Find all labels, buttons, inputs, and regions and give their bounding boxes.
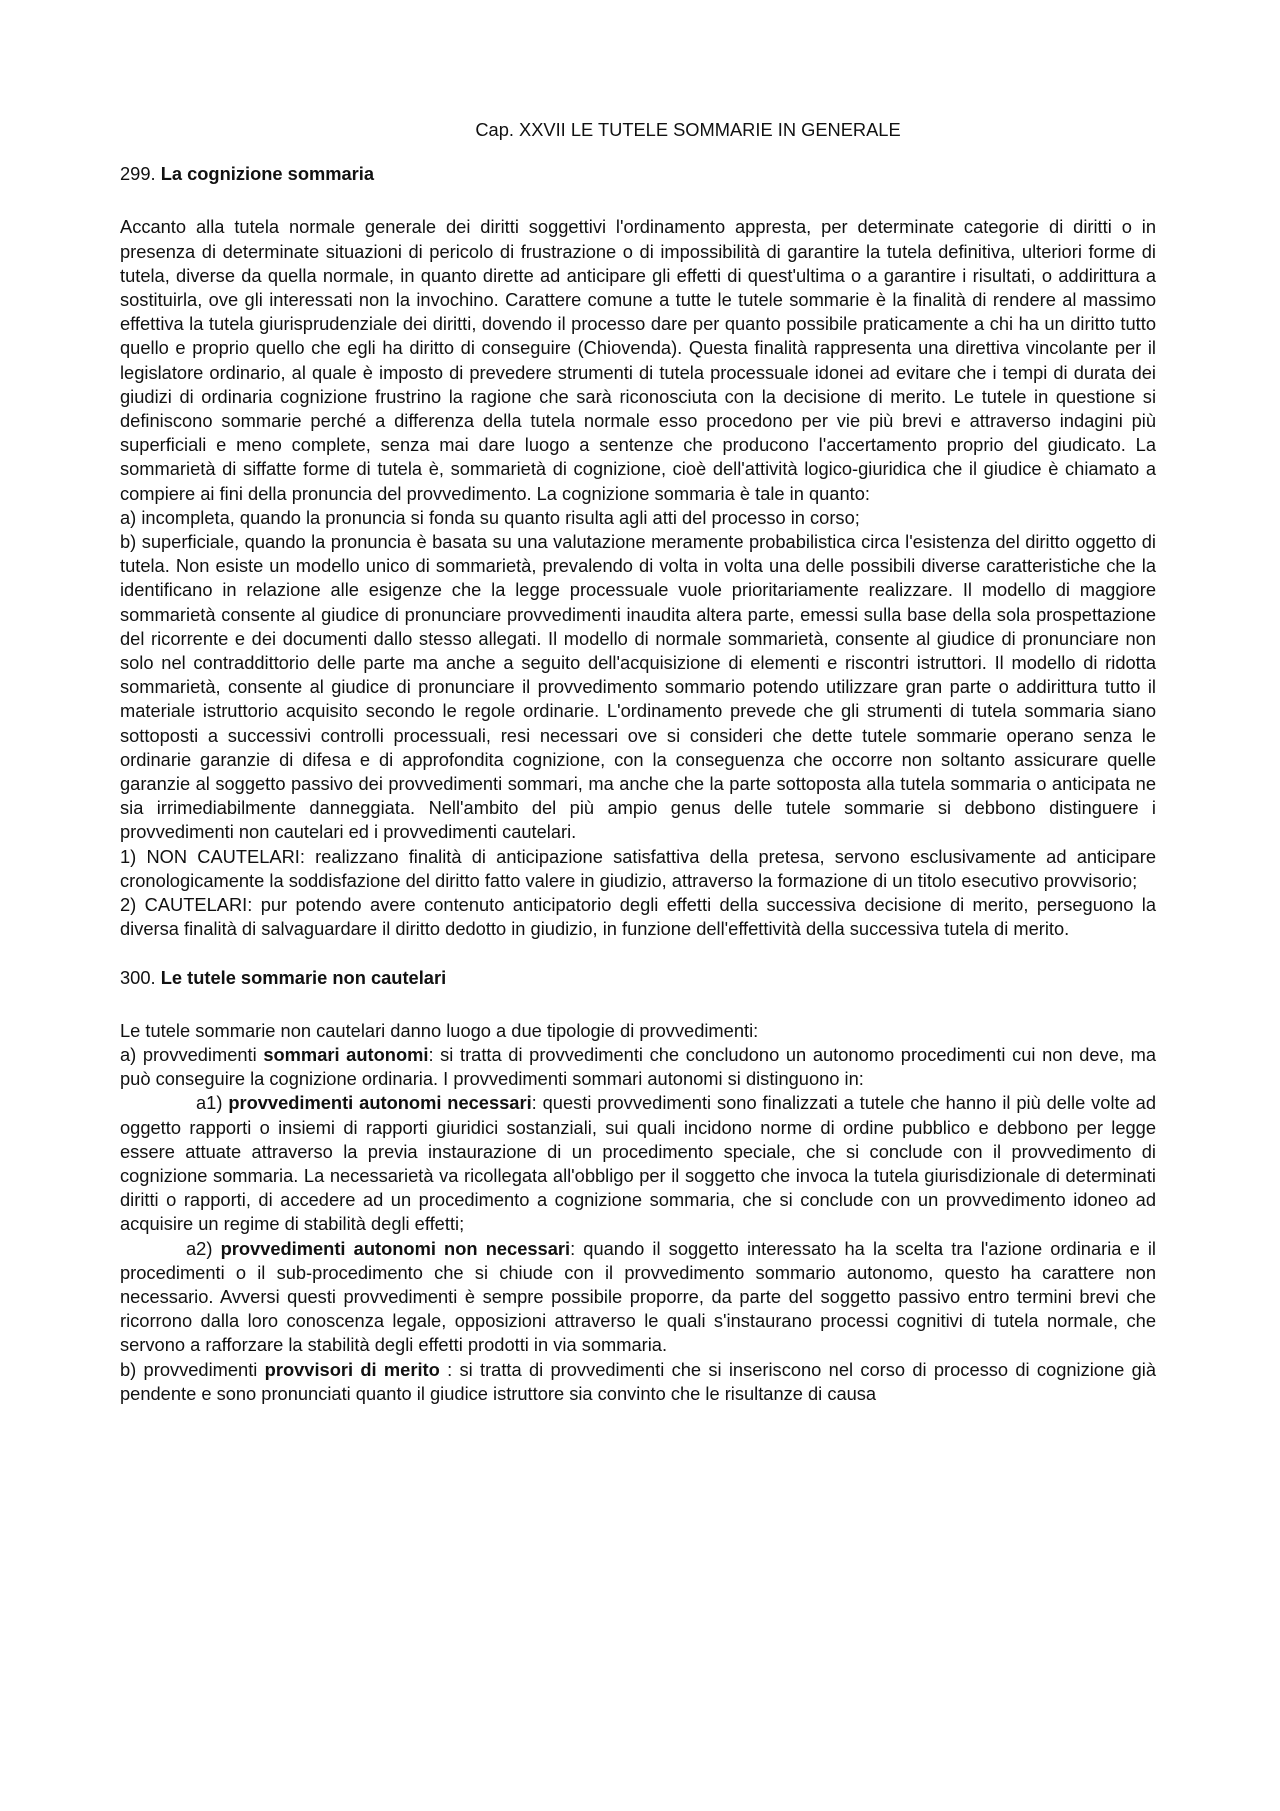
paragraph-intro: Le tutele sommarie non cautelari danno luogo a due tipologie di provvedimenti: — [120, 1019, 759, 1041]
section-title: La cognizione sommaria — [160, 163, 375, 185]
list-item-a2 — [120, 1237, 1156, 1358]
list-item-a — [120, 1043, 1156, 1091]
item-text: : si tratta di provvedimenti che si inseriscono nel corso di processo di cognizione già pendente e sono pronunciati quanto il giudice istruttore sia convinto che le risultanze di causa — [120, 1358, 1157, 1404]
document-page — [120, 118, 1156, 1406]
list-item-2: 2) CAUTELARI: pur potendo avere contenuto anticipatorio degli effetti della successiva decisione di merito, perseguono la diversa finalità di salvaguardare il diritto dedotto in giudizio, in funzione dell'effettività della successiva tutela di merito. — [120, 894, 1156, 940]
section-heading-299 — [120, 162, 1156, 186]
item-text: : questi provvedimenti sono finalizzati a tutele che hanno il più delle volte ad oggetto rapporti o insiemi di rapporti giuridici sostanziali, sui quali incidono norme di ordine pubblico e debbono per legge essere attuate attraverso la previa instaurazione di un procedimento speciale, che si conclude con il provvedimento di cognizione sommaria. La necessarietà va ricollegata all'obbligo per il soggetto che invoca la tutela giurisdizionale di determinati diritti o rapporti, di accedere ad un procedimento a cognizione sommaria, che si conclude con un provvedimento idoneo ad acquisire un regime di stabilità degli effetti; — [120, 1092, 1156, 1235]
section-title: Le tutele sommarie non cautelari — [160, 966, 447, 988]
item-term: provvedimenti autonomi non necessari — [220, 1237, 571, 1259]
list-item-b: b) superficiale, quando la pronuncia è basata su una valutazione meramente probabilistica circa l'esistenza del diritto oggetto di tutela. Non esiste un modello unico di sommarietà, prevalendo di volta in volta una delle possibili diverse caratteristiche che la identificano in relazione alle esigenze che la legge processuale vuole prioritariamente realizzare. Il modello di maggiore sommarietà consente al giudice di pronunciare provvedimenti inaudita altera parte, emessi sulla base della sola prospettazione del ricorrente e dei documenti dallo stesso allegati. Il modello di normale sommarietà, consente al giudice di pronunciare non solo nel contraddittorio delle parte ma anche a seguito dell'acquisizione di elementi e riscontri istruttori. Il modello di ridotta sommarietà, consente al giudice di pronunciare il provvedimento sommario potendo utilizzare gran parte o addirittura tutto il materiale istruttorio acquisito secondo le regole ordinarie. L'ordinamento prevede che gli strumenti di tutela sommaria siano sottoposti a successivi controlli processuali, resi necessari ove si consideri che dette tutele sommarie operano senza le ordinarie garanzie di difesa e di approfondita cognizione, con la conseguenza che occorre non soltanto assicurare quelle garanzie al soggetto passivo dei provvedimenti sommari, ma anche che la parte sottoposta alla tutela sommaria o anticipata ne sia irrimediabilmente danneggiata. Nell'ambito del più ampio genus delle tutele sommarie si debbono distinguere i provvedimenti non cautelari ed i provvedimenti cautelari. — [120, 531, 1156, 843]
list-item-a: a) incompleta, quando la pronuncia si fonda su quanto risulta agli atti del processo in corso; — [120, 506, 860, 528]
section-number: 299. — [120, 163, 156, 185]
item-prefix: a2) — [186, 1237, 221, 1259]
item-text: : quando il soggetto interessato ha la scelta tra l'azione ordinaria e il procedimenti o il sub-procedimento che si chiude con il provvedimento sommario autonomo, questo ha carattere non necessario. Avversi questi provvedimenti è sempre possibile proporre, da parte del soggetto passivo entro termini brevi che ricorrono dalla loro conoscenza legale, opposizioni attraverso le quali s'instaurano processi cognitivi di tutela normale, che servono a rafforzare la stabilità degli effetti prodotti in via sommaria. — [120, 1237, 1156, 1356]
item-term: sommari autonomi — [263, 1043, 429, 1065]
item-term: provvedimenti autonomi necessari — [228, 1092, 532, 1114]
list-item-1: 1) NON CAUTELARI: realizzano finalità di anticipazione satisfattiva della pretesa, servono esclusivamente ad anticipare cronologicamente la soddisfazione del diritto fatto valere in giudizio, attraverso la formazione di un titolo esecutivo provvisorio; — [120, 845, 1156, 891]
item-prefix: a1) — [196, 1092, 229, 1114]
chapter-title: Cap. XXVII LE TUTELE SOMMARIE IN GENERALE — [475, 119, 901, 140]
paragraph-intro: Accanto alla tutela normale generale dei diritti soggettivi l'ordinamento appresta, per determinate categorie di diritti o in presenza di determinate situazioni di pericolo di frustrazione o di impossibilità di garantire la tutela definitiva, ulteriori forme di tutela, diverse da quella normale, in quanto dirette ad anticipare gli effetti di quest'ultima o a garantire i risultati, o addirittura a sostituirla, ove gli interessati non la invochino. Carattere comune a tutte le tutele sommarie è la finalità di rendere al massimo effettiva la tutela giurisprudenziale dei diritti, dovendo il processo dare per quanto possibile praticamente a chi ha un diritto tutto quello e proprio quello che egli ha diritto di conseguire (Chiovenda). Questa finalità rappresenta una direttiva vincolante per il legislatore ordinario, al quale è imposto di prevedere strumenti di tutela processuale idonei ad evitare che i tempi di durata dei giudizi di ordinaria cognizione frustrino la ragione che sarà riconosciuta con la decisione di merito. Le tutele in questione si definiscono sommarie perché a differenza della tutela normale esso procedono per vie più brevi e attraverso indagini più superficiali e meno complete, senza mai dare luogo a sentenze che producono l'accertamento proprio del giudicato. La sommarietà di siffatte forme di tutela è, sommarietà di cognizione, cioè dell'attività logico-giuridica che il giudice è chiamato a compiere ai fini della pronuncia del provvedimento. La cognizione sommaria è tale in quanto: — [120, 216, 1156, 504]
section-number: 300. — [120, 966, 156, 988]
list-item-a1 — [120, 1091, 1156, 1236]
item-text: : si tratta di provvedimenti che concludono un autonomo procedimenti cui non deve, ma può conseguire la cognizione ordinaria. I provvedimenti sommari autonomi si distinguono in: — [120, 1043, 1156, 1090]
item-term: provvisori di merito — [264, 1358, 440, 1380]
list-item-b — [120, 1358, 1156, 1406]
section-heading-300 — [120, 966, 1156, 990]
item-prefix: a) provvedimenti — [120, 1043, 264, 1065]
item-prefix: b) provvedimenti — [120, 1358, 265, 1380]
